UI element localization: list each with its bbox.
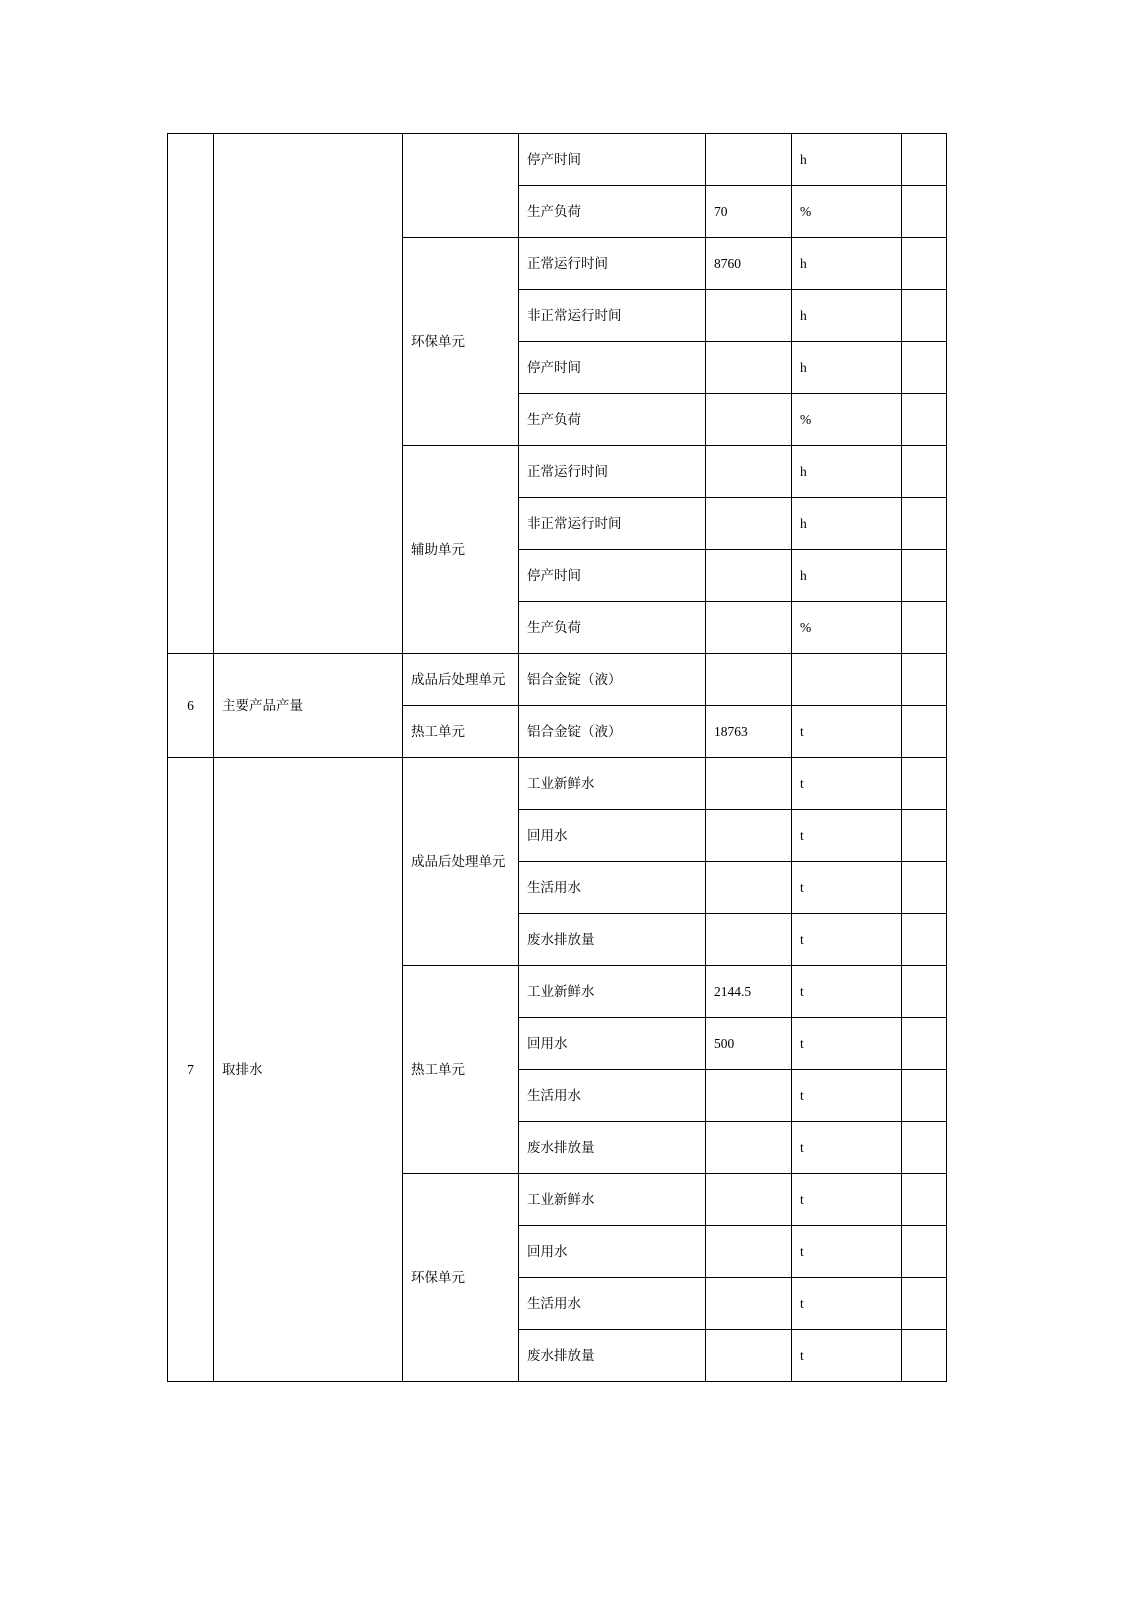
param-label: 废水排放量	[519, 914, 706, 966]
param-note	[902, 862, 947, 914]
unit-group-aux: 辅助单元	[403, 446, 519, 654]
param-value: 18763	[706, 706, 792, 758]
unit-group-env: 环保单元	[403, 1174, 519, 1382]
param-label: 铝合金锭（液）	[519, 706, 706, 758]
param-value: 8760	[706, 238, 792, 290]
param-measure: h	[792, 134, 902, 186]
param-measure: h	[792, 498, 902, 550]
param-note	[902, 134, 947, 186]
param-value	[706, 914, 792, 966]
param-measure: t	[792, 1278, 902, 1330]
param-label: 生产负荷	[519, 186, 706, 238]
param-value	[706, 498, 792, 550]
param-label: 废水排放量	[519, 1122, 706, 1174]
param-note	[902, 706, 947, 758]
param-value	[706, 1226, 792, 1278]
param-note	[902, 1018, 947, 1070]
unit-group-env: 环保单元	[403, 238, 519, 446]
param-note	[902, 602, 947, 654]
param-value	[706, 602, 792, 654]
param-measure: h	[792, 342, 902, 394]
param-note	[902, 654, 947, 706]
param-measure: t	[792, 1018, 902, 1070]
row-number-6: 6	[168, 654, 214, 758]
param-label: 工业新鲜水	[519, 758, 706, 810]
param-label: 生产负荷	[519, 394, 706, 446]
param-value	[706, 446, 792, 498]
param-value: 500	[706, 1018, 792, 1070]
param-measure: t	[792, 758, 902, 810]
param-label: 非正常运行时间	[519, 498, 706, 550]
param-measure: %	[792, 186, 902, 238]
param-measure: h	[792, 238, 902, 290]
param-measure	[792, 654, 902, 706]
param-label: 正常运行时间	[519, 446, 706, 498]
param-label: 生活用水	[519, 1278, 706, 1330]
param-value	[706, 134, 792, 186]
param-measure: t	[792, 914, 902, 966]
param-note	[902, 394, 947, 446]
param-note	[902, 550, 947, 602]
param-measure: h	[792, 550, 902, 602]
row-number-continued	[168, 134, 214, 654]
param-measure: %	[792, 394, 902, 446]
unit-group-thermal: 热工单元	[403, 966, 519, 1174]
param-measure: t	[792, 1174, 902, 1226]
param-measure: t	[792, 1122, 902, 1174]
param-value	[706, 758, 792, 810]
param-measure: t	[792, 1330, 902, 1382]
parameter-table	[167, 133, 947, 1382]
row-item-6: 主要产品产量	[214, 654, 403, 758]
param-value	[706, 1174, 792, 1226]
param-note	[902, 1226, 947, 1278]
param-label: 铝合金锭（液）	[519, 654, 706, 706]
param-note	[902, 446, 947, 498]
param-note	[902, 1330, 947, 1382]
param-value: 2144.5	[706, 966, 792, 1018]
param-value	[706, 342, 792, 394]
unit-group-finish: 成品后处理单元	[403, 758, 519, 966]
param-note	[902, 1122, 947, 1174]
param-note	[902, 186, 947, 238]
param-value	[706, 654, 792, 706]
row-item-7: 取排水	[214, 758, 403, 1382]
param-value	[706, 290, 792, 342]
param-measure: t	[792, 1226, 902, 1278]
param-measure: t	[792, 1070, 902, 1122]
param-label: 废水排放量	[519, 1330, 706, 1382]
param-label: 回用水	[519, 1018, 706, 1070]
param-label: 停产时间	[519, 342, 706, 394]
param-value	[706, 550, 792, 602]
param-label: 非正常运行时间	[519, 290, 706, 342]
param-value: 70	[706, 186, 792, 238]
param-note	[902, 1070, 947, 1122]
param-note	[902, 810, 947, 862]
param-label: 生活用水	[519, 862, 706, 914]
param-note	[902, 498, 947, 550]
param-note	[902, 914, 947, 966]
param-measure: t	[792, 706, 902, 758]
param-note	[902, 342, 947, 394]
table-row	[168, 134, 947, 186]
table-row	[168, 654, 947, 706]
param-value	[706, 394, 792, 446]
param-label: 工业新鲜水	[519, 966, 706, 1018]
param-label: 回用水	[519, 1226, 706, 1278]
unit-group-continued	[403, 134, 519, 238]
unit-group-finish: 成品后处理单元	[403, 654, 519, 706]
param-value	[706, 862, 792, 914]
param-label: 生产负荷	[519, 602, 706, 654]
parameter-table-wrapper	[167, 133, 946, 1382]
row-number-7: 7	[168, 758, 214, 1382]
table-row	[168, 758, 947, 810]
param-label: 工业新鲜水	[519, 1174, 706, 1226]
param-label: 停产时间	[519, 134, 706, 186]
param-measure: t	[792, 862, 902, 914]
param-label: 正常运行时间	[519, 238, 706, 290]
param-label: 停产时间	[519, 550, 706, 602]
param-value	[706, 1330, 792, 1382]
param-label: 生活用水	[519, 1070, 706, 1122]
param-measure: %	[792, 602, 902, 654]
row-item-continued	[214, 134, 403, 654]
param-value	[706, 1278, 792, 1330]
param-value	[706, 1070, 792, 1122]
param-measure: t	[792, 810, 902, 862]
param-note	[902, 758, 947, 810]
param-note	[902, 1278, 947, 1330]
unit-group-thermal: 热工单元	[403, 706, 519, 758]
param-note	[902, 238, 947, 290]
param-label: 回用水	[519, 810, 706, 862]
param-measure: h	[792, 290, 902, 342]
param-measure: h	[792, 446, 902, 498]
param-note	[902, 1174, 947, 1226]
param-note	[902, 966, 947, 1018]
param-value	[706, 810, 792, 862]
param-note	[902, 290, 947, 342]
param-value	[706, 1122, 792, 1174]
param-measure: t	[792, 966, 902, 1018]
